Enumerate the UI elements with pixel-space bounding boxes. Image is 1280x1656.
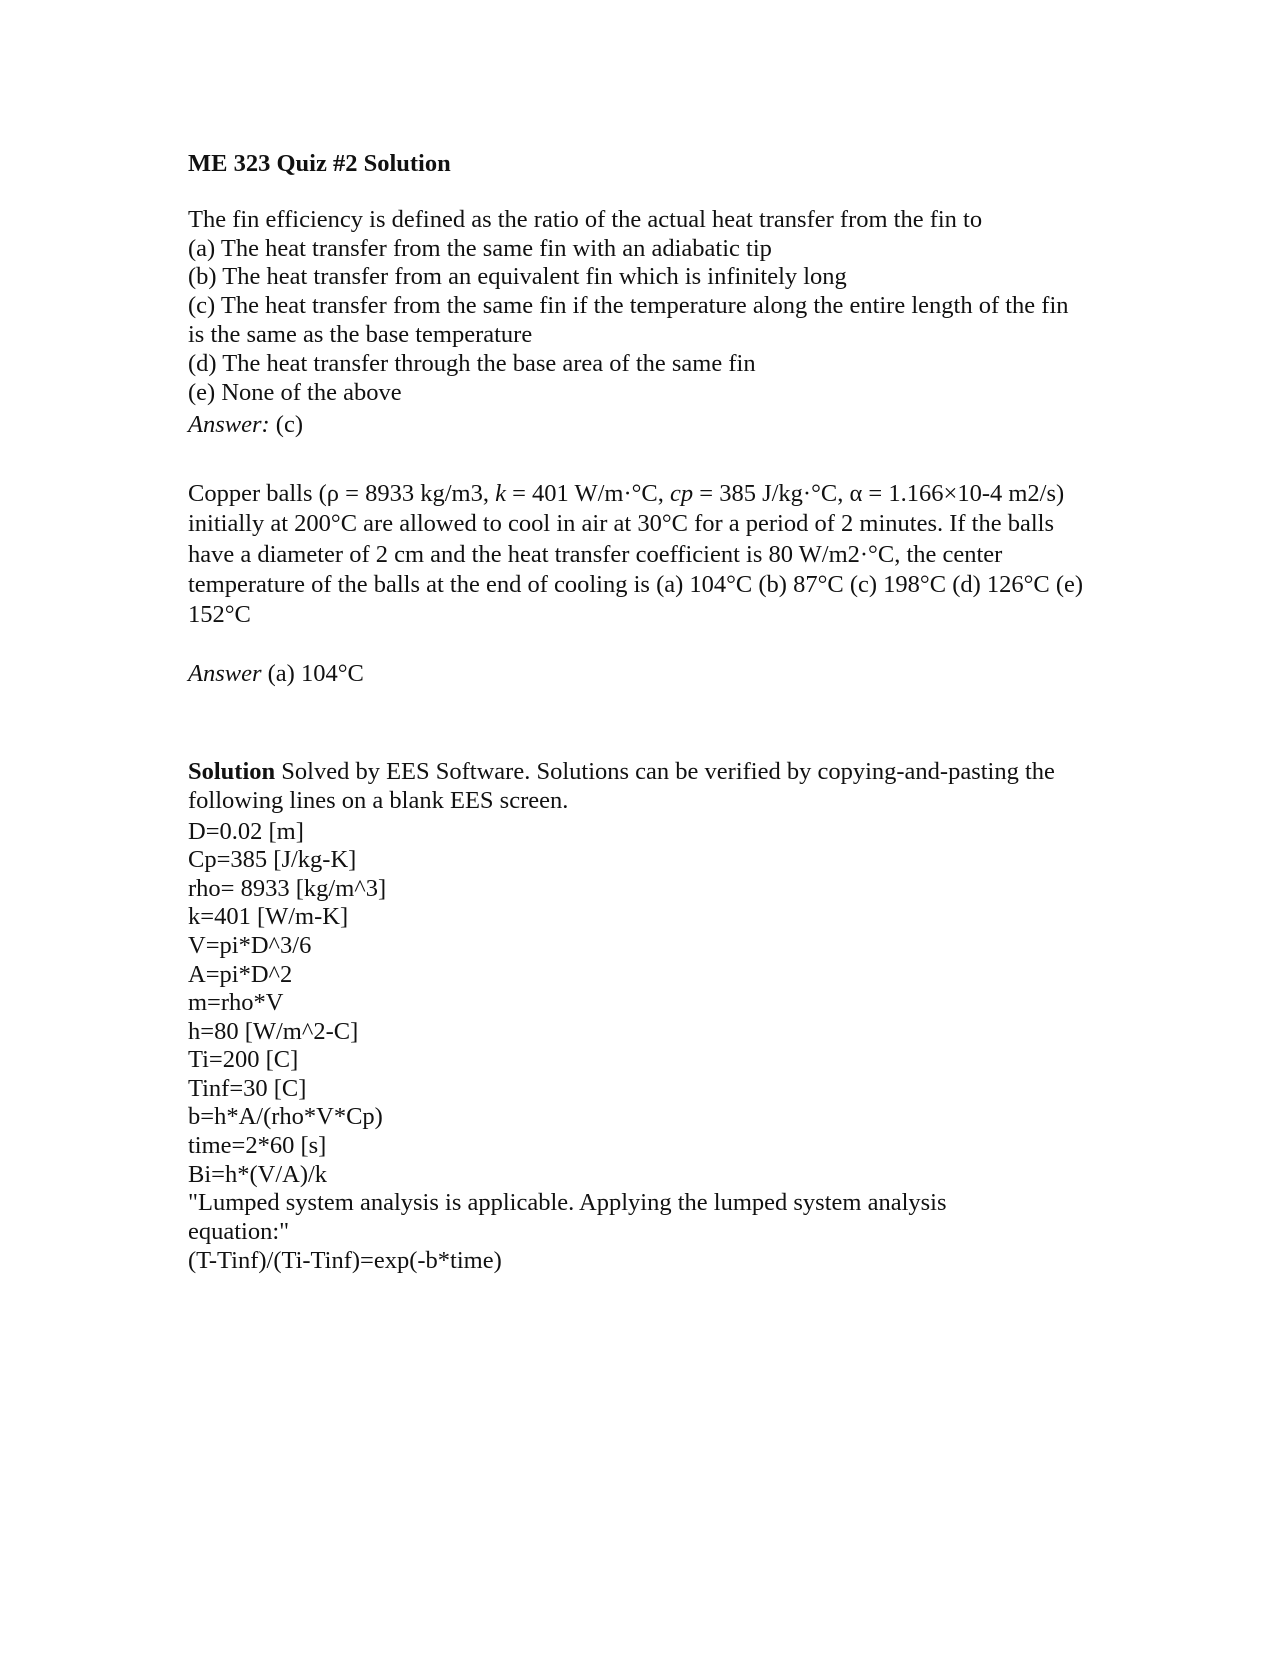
answer-value: (a) 104°C <box>261 659 364 687</box>
solution-intro <box>188 758 1098 816</box>
option-c: (c) The heat transfer from the same fin if the temperature along the entire length of the fin <box>188 292 1069 320</box>
code-line: b=h*A/(rho*V*Cp) <box>188 1103 383 1131</box>
question-1 <box>188 206 1108 440</box>
question-2-text-part1: Copper balls (ρ = 8933 kg/m3, <box>188 480 496 508</box>
solution-section <box>188 758 1108 1276</box>
code-line: Cp=385 [J/kg-K] <box>188 846 357 874</box>
option-d: (d) The heat transfer through the base area of the same fin <box>188 349 756 377</box>
question-1-answer <box>188 411 1108 440</box>
option-c-continued: is the same as the base temperature <box>188 320 533 348</box>
code-line: k=401 [W/m-K] <box>188 903 349 931</box>
question-1-stem: The fin efficiency is defined as the ratio of the actual heat transfer from the fin to <box>188 205 983 233</box>
code-line: D=0.02 [m] <box>188 817 304 845</box>
code-line: V=pi*D^3/6 <box>188 931 312 959</box>
symbol-cp: cp <box>670 480 694 508</box>
question-1-options <box>188 235 1108 408</box>
option-e: (e) None of the above <box>188 378 402 406</box>
code-comment: "Lumped system analysis is applicable. Applying the lumped system analysis equation:" <box>188 1189 947 1246</box>
code-line: A=pi*D^2 <box>188 960 293 988</box>
code-line: Tinf=30 [C] <box>188 1074 307 1102</box>
code-line: time=2*60 [s] <box>188 1132 327 1160</box>
question-2-text-part3: = 385 J/kg·°C, α = 1.166×10-4 m2/s) initially at 200°C are allowed to cool in air at 30°C for a period of 2 minutes. If the balls have a diameter of 2 cm and the heat transfer coefficient is 80 W/m2·°C, the center temperature of the balls at the end of cooling is (a) 104°C (b) 87°C (c) 198°C (d) 126°C (e) 152°C <box>188 480 1084 629</box>
final-equation: (T-Tinf)/(Ti-Tinf)=exp(-b*time) <box>188 1246 502 1274</box>
question-2-text-part2: = 401 W/m·°C, <box>505 480 671 508</box>
code-line: Bi=h*(V/A)/k <box>188 1160 328 1188</box>
option-b: (b) The heat transfer from an equivalent fin which is infinitely long <box>188 263 847 291</box>
solution-label: Solution <box>188 757 276 785</box>
document-title: ME 323 Quiz #2 Solution <box>188 150 451 177</box>
code-line: Ti=200 [C] <box>188 1046 299 1074</box>
code-line: m=rho*V <box>188 989 284 1017</box>
document-content <box>188 150 1108 1275</box>
ees-code <box>188 818 1108 1276</box>
code-line: h=80 [W/m^2-C] <box>188 1017 359 1045</box>
question-2-answer <box>188 659 1108 689</box>
question-2 <box>188 479 1108 689</box>
question-2-text <box>188 479 1098 630</box>
answer-value: (c) <box>269 411 303 439</box>
option-a: (a) The heat transfer from the same fin with an adiabatic tip <box>188 234 772 262</box>
answer-label: Answer: <box>188 411 270 439</box>
answer-label: Answer <box>188 659 262 687</box>
solution-intro-text: Solved by EES Software. Solutions can be verified by copying-and-pasting the following lines on a blank EES screen. <box>188 757 1055 814</box>
code-line: rho= 8933 [kg/m^3] <box>188 874 387 902</box>
symbol-k: k <box>495 480 506 508</box>
